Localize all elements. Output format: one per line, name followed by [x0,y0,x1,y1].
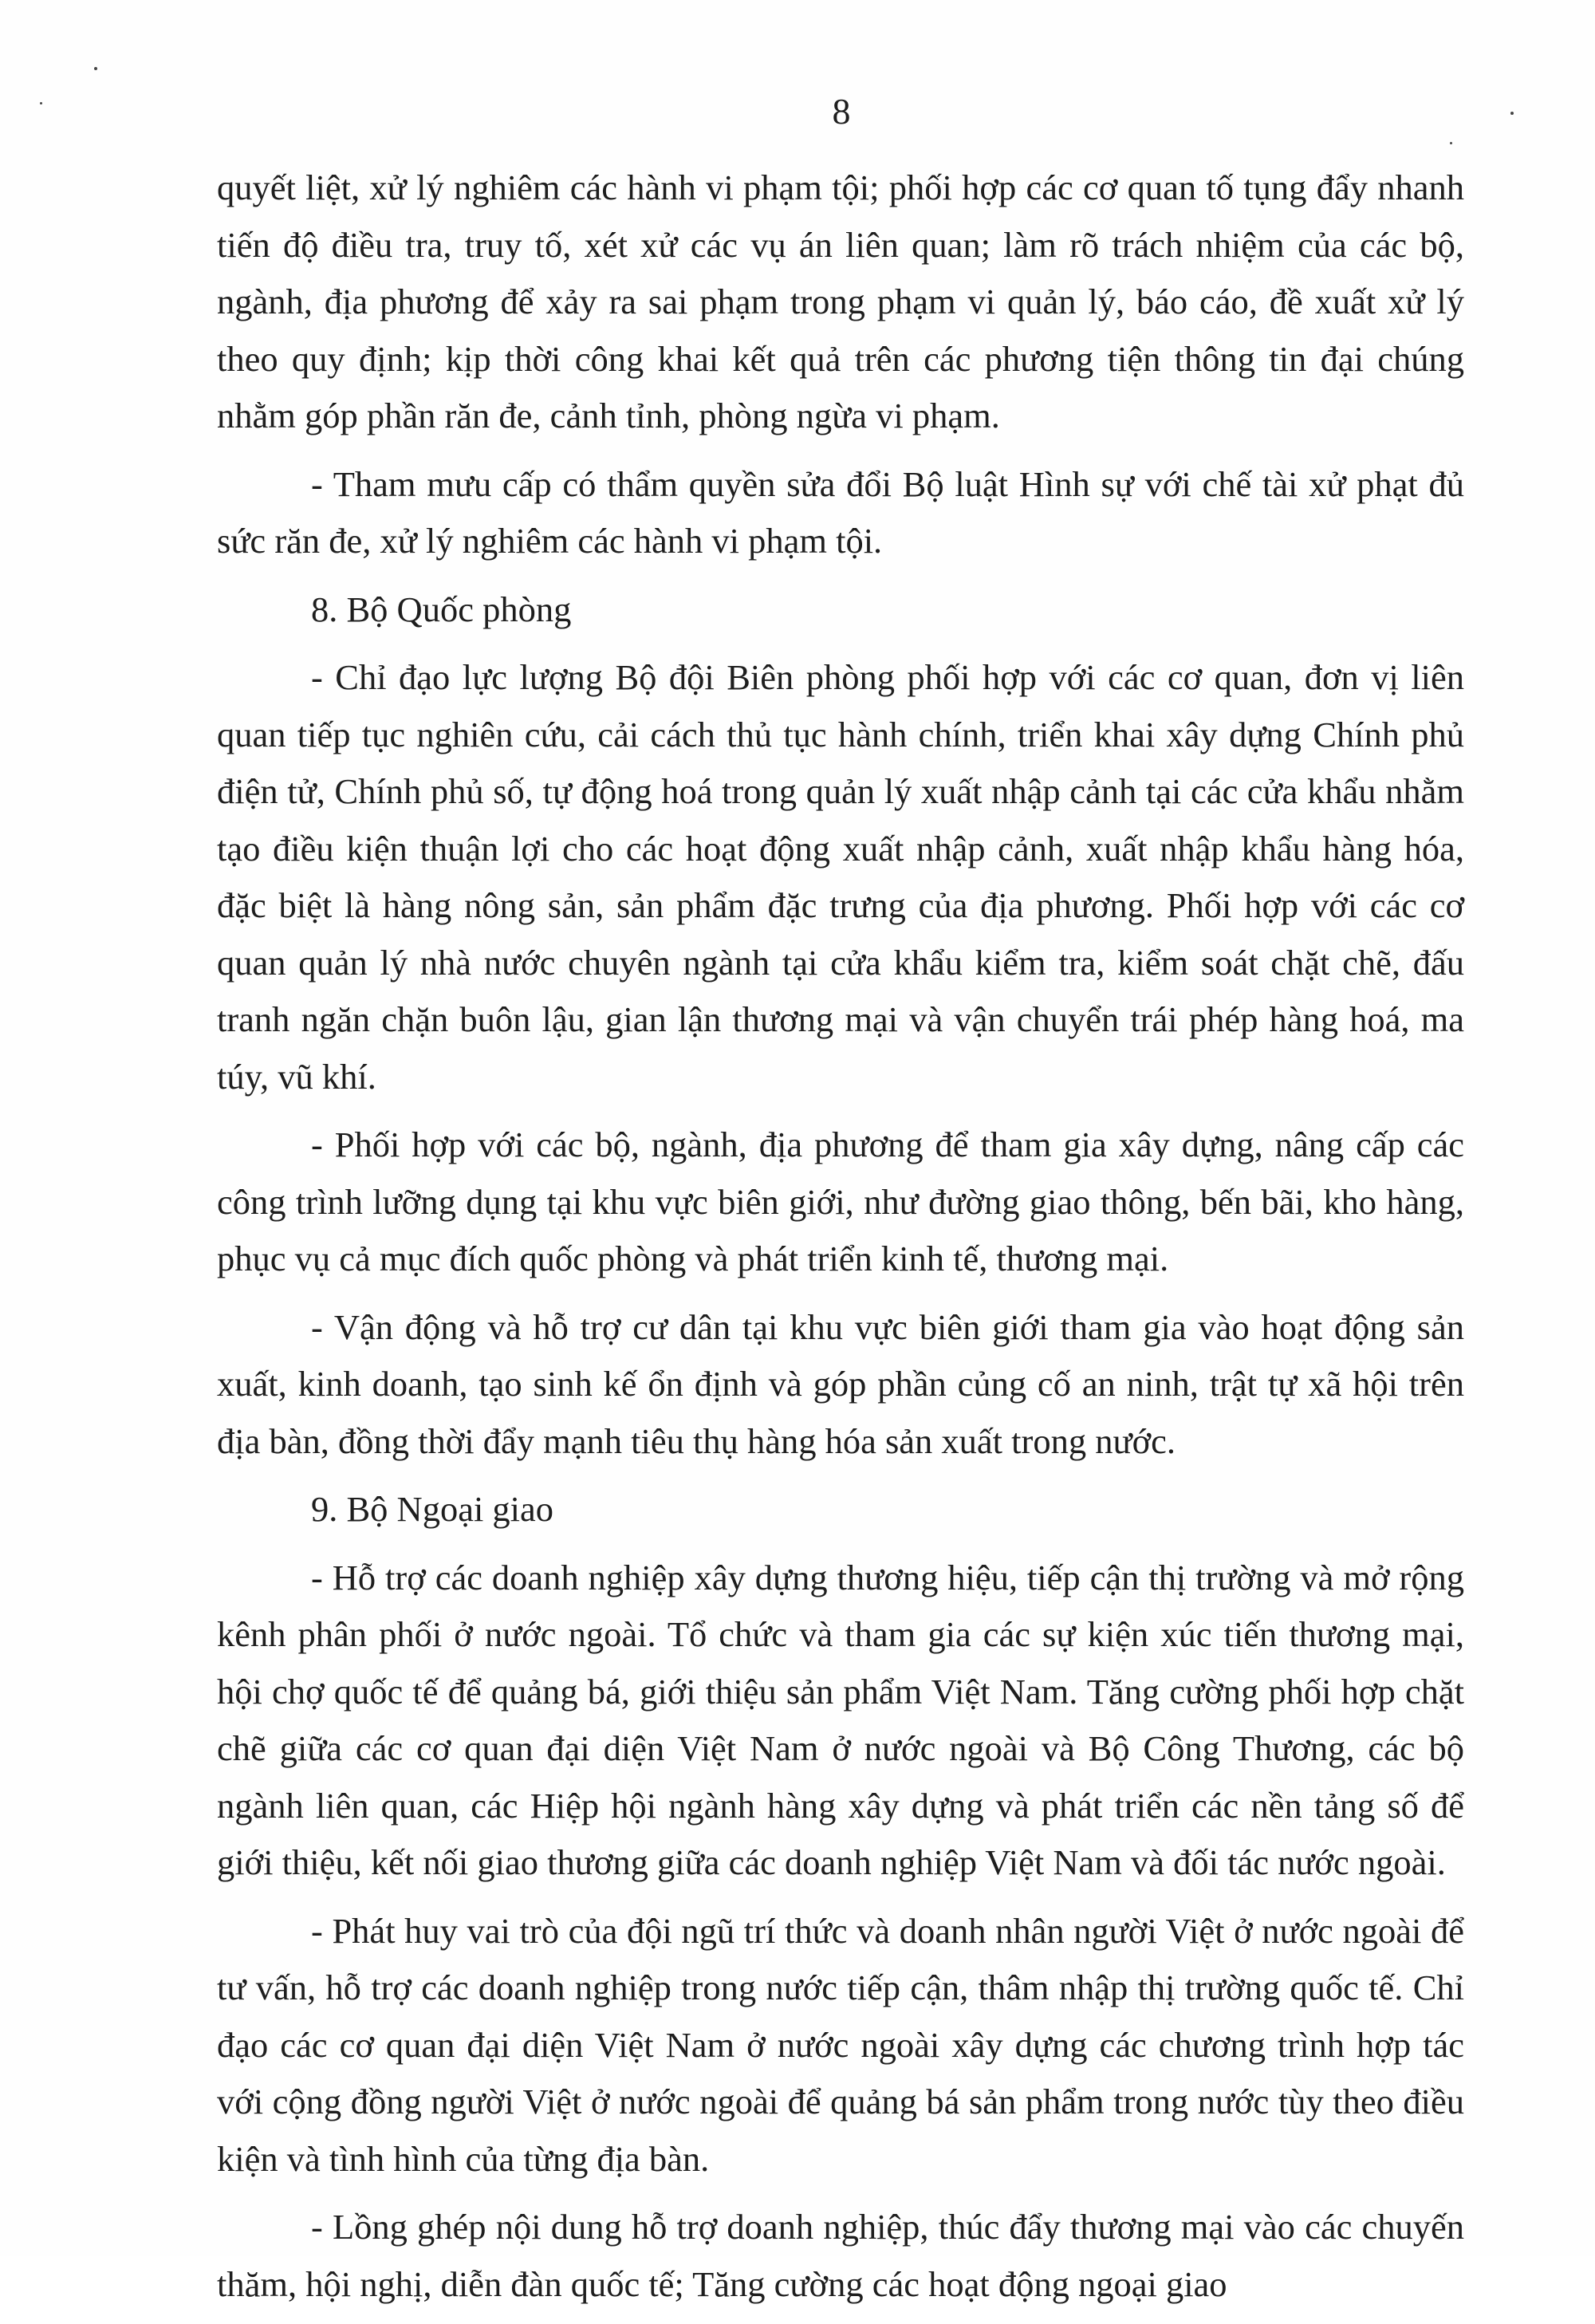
paragraph-business-support-abroad: - Hỗ trợ các doanh nghiệp xây dựng thương hiệu, tiếp cận thị trường và mở rộng kênh phân phối ở nước ngoài. Tổ chức và tham gia các sự kiện xúc tiến thương mại, hội chợ quốc tế để quảng bá, giới thiệu sản phẩm Việt Nam. Tăng cường phối hợp chặt chẽ giữa các cơ quan đại diện Việt Nam ở nước ngoài và Bộ Công Thương, các bộ ngành liên quan, các Hiệp hội ngành hàng xây dựng và phát triển các nền tảng số để giới thiệu, kết nối giao thương giữa các doanh nghiệp Việt Nam và đối tác nước ngoài. [217,1557,1464,1882]
paragraph-border-guard: - Chỉ đạo lực lượng Bộ đội Biên phòng phối hợp với các cơ quan, đơn vị liên quan tiếp tục nghiên cứu, cải cách thủ tục hành chính, triển khai xây dựng Chính phủ điện tử, Chính phủ số, tự động hoá trong quản lý xuất nhập cảnh tại các cửa khẩu nhằm tạo điều kiện thuận lợi cho các hoạt động xuất nhập cảnh, xuất nhập khẩu hàng hóa, đặc biệt là hàng nông sản, sản phẩm đặc trưng của địa phương. Phối hợp với các cơ quan quản lý nhà nước chuyên ngành tại cửa khẩu kiểm tra, kiểm soát chặt chẽ, đấu tranh ngăn chặn buôn lậu, gian lận thương mại và vận chuyển trái phép hàng hoá, ma túy, vũ khí. [217,657,1464,1097]
scan-speck [1450,142,1452,144]
document-body [217,160,1464,2324]
paragraph-continuation: quyết liệt, xử lý nghiêm các hành vi phạm tội; phối hợp các cơ quan tố tụng đẩy nhanh tiến độ điều tra, truy tố, xét xử các vụ án liên quan; làm rõ trách nhiệm của các bộ, ngành, địa phương để xảy ra sai phạm trong phạm vi quản lý, báo cáo, đề xuất xử lý theo quy định; kịp thời công khai kết quả trên các phương tiện thông tin đại chúng nhằm góp phần răn đe, cảnh tỉnh, phòng ngừa vi phạm. [217,167,1464,435]
paragraph-criminal-code-proposal: - Tham mưu cấp có thẩm quyền sửa đổi Bộ luật Hình sự với chế tài xử phạt đủ sức răn đe, xử lý nghiêm các hành vi phạm tội. [217,463,1464,561]
paragraph-border-residents: - Vận động và hỗ trợ cư dân tại khu vực biên giới tham gia vào hoạt động sản xuất, kinh doanh, tạo sinh kế ổn định và góp phần củng cố an ninh, trật tự xã hội trên địa bàn, đồng thời đẩy mạnh tiêu thụ hàng hóa sản xuất trong nước. [217,1306,1464,1461]
paragraph-overseas-vietnamese: - Phát huy vai trò của đội ngũ trí thức và doanh nhân người Việt ở nước ngoài để tư vấn, hỗ trợ các doanh nghiệp trong nước tiếp cận, thâm nhập thị trường quốc tế. Chỉ đạo các cơ quan đại diện Việt Nam ở nước ngoài xây dựng các chương trình hợp tác với cộng đồng người Việt ở nước ngoài để quảng bá sản phẩm trong nước tùy theo điều kiện và tình hình của từng địa bàn. [217,1910,1464,2179]
paragraph-diplomatic-activities: - Lồng ghép nội dung hỗ trợ doanh nghiệp, thúc đẩy thương mại vào các chuyến thăm, hội nghị, diễn đàn quốc tế; Tăng cường các hoạt động ngoại giao [217,2207,1464,2304]
scan-speck [94,67,97,70]
page-number: 8 [832,91,851,132]
section-heading-ministry-of-defence: 8. Bộ Quốc phòng [311,589,572,629]
paragraph-dual-use-works: - Phối hợp với các bộ, ngành, địa phương để tham gia xây dựng, nâng cấp các công trình lưỡng dụng tại khu vực biên giới, như đường giao thông, bến bãi, kho hàng, phục vụ cả mục đích quốc phòng và phát triển kinh tế, thương mại. [217,1125,1464,1278]
section-heading-ministry-of-foreign-affairs: 9. Bộ Ngoại giao [311,1489,554,1529]
